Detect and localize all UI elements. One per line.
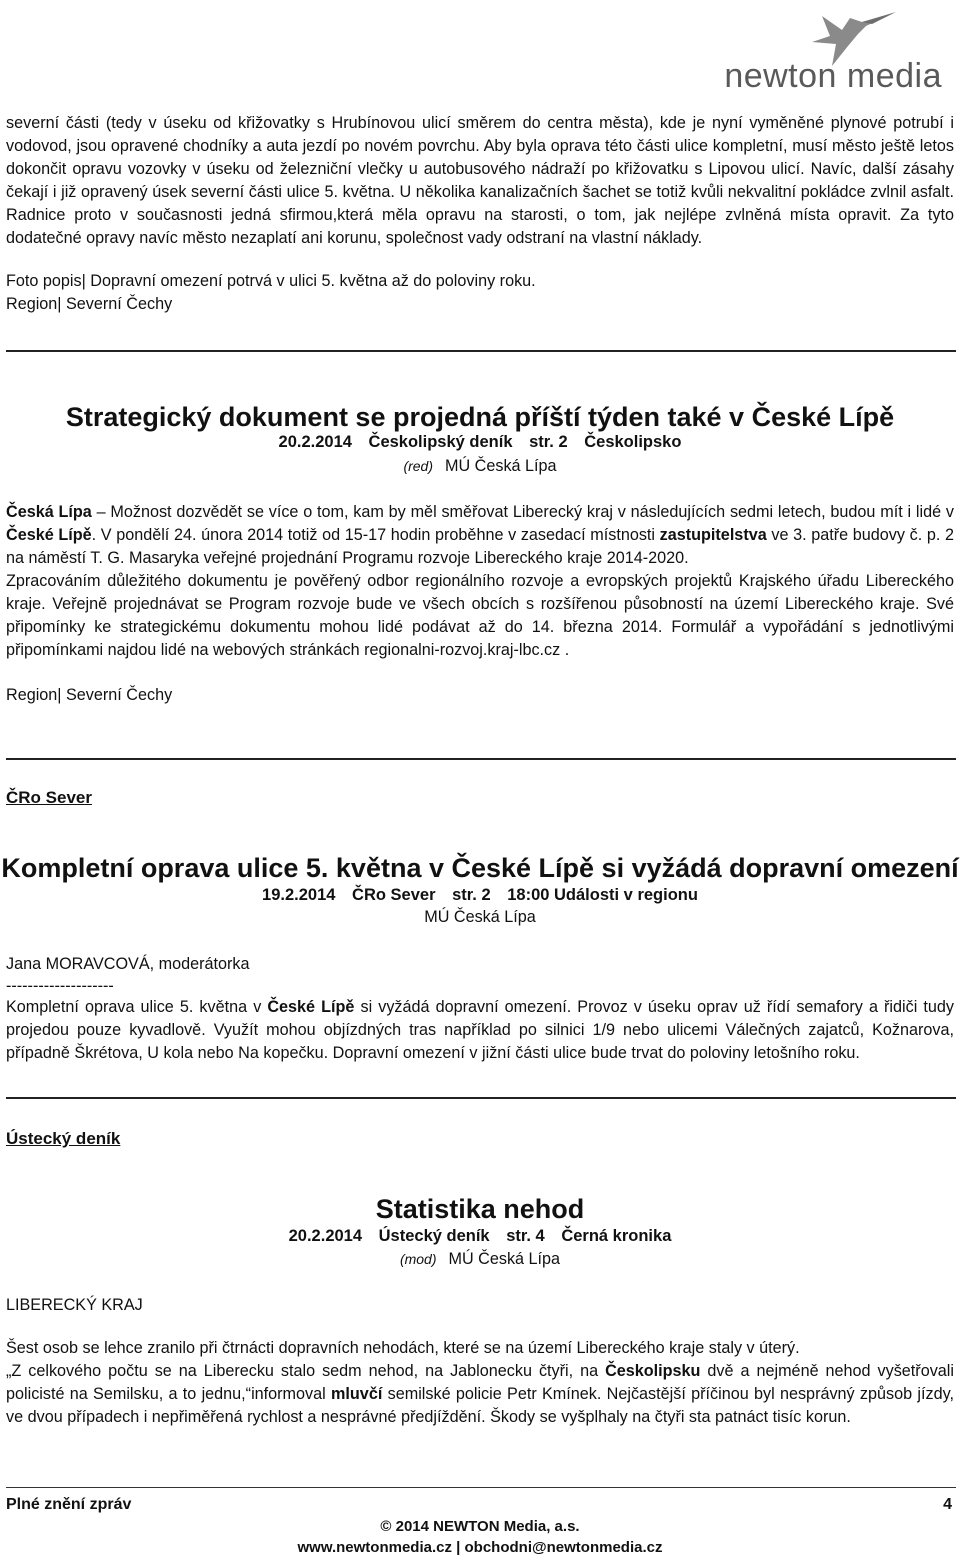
article1-source: Českolipský deník — [368, 433, 513, 451]
article3-page: str. 4 — [506, 1227, 545, 1245]
article3-text-e: semilské policie Petr Kmínek. Nejčastější příčinou byl nesprávný způsob jízdy, ve dvou případech i nepřiměřená rychlost a nesprávné předjíždění. Škody se vyšplhaly na čtyři sta patnáct tisíc korun. — [6, 1385, 954, 1426]
section-ustecky-denik: Ústecký deník — [6, 1129, 121, 1148]
divider — [6, 758, 956, 760]
article1-text-c: . V pondělí 24. února 2014 totiž od 15-17 hodin proběhne v zasedací místnosti — [91, 526, 660, 544]
article2-byline: Jana MORAVCOVÁ, moderátorka — [6, 955, 250, 973]
article1-page: str. 2 — [529, 433, 568, 451]
article1-date: 20.2.2014 — [278, 433, 352, 451]
footer-contacts: www.newtonmedia.cz | obchodni@newtonmedia.cz — [297, 1539, 663, 1556]
article3-meta2 — [0, 1250, 960, 1269]
article3-text-d: mluvčí — [331, 1385, 383, 1403]
article2-page: str. 2 — [452, 886, 491, 904]
article1-title: Strategický dokument se projedná příští týden také v České Lípě — [65, 402, 895, 432]
intro-block — [6, 112, 954, 316]
article2-text-c: si vyžádá dopravní omezení. Provoz v úseku oprav už řídí semafory a řidiči tudy projedou pouze kyvadlově. Využít mohou objízdných tras například po silnici 1/9 nebo ulicemi Válečných zajatců, Kožnarova, případně Škrétova, U kola nebo Na kopečku. Dopravní omezení v jižní části ulice bude trvat do poloviny letošního roku. — [6, 998, 954, 1062]
article2-section: 18:00 Události v regionu — [507, 886, 698, 904]
article3-section: Černá kronika — [561, 1227, 672, 1245]
article1-author: (red) — [403, 458, 433, 474]
article1-paragraph1 — [6, 501, 954, 570]
article3-author: (mod) — [399, 1251, 437, 1267]
newton-media-logo — [724, 8, 942, 98]
article1-region: Region| Severní Čechy — [6, 686, 173, 704]
article3-region-head: LIBERECKÝ KRAJ — [6, 1296, 143, 1314]
article1-text-a: – Možnost dozvědět se více o tom, kam by měl směřovat Liberecký kraj v následujících sedmi letech, budou mít i lidé v — [91, 503, 954, 521]
article3-tag: MÚ Česká Lípa — [448, 1250, 561, 1268]
article1-body — [6, 501, 954, 707]
article1-lead: Česká Lípa — [6, 503, 92, 521]
article1-meta — [0, 433, 960, 452]
intro-region: Region| Severní Čechy — [6, 295, 173, 313]
article3-body — [6, 1294, 954, 1429]
article2-meta — [0, 886, 960, 905]
article3-paragraph1: Šest osob se lehce zranilo při čtrnácti dopravních nehodách, které se na území Libereckého kraje staly v úterý. — [6, 1339, 800, 1357]
article3-text-b: Českolipsku — [605, 1362, 701, 1380]
article2-tag: MÚ Česká Lípa — [424, 908, 536, 926]
footer-divider — [6, 1487, 956, 1488]
article3-text-a: „Z celkového počtu se na Liberecku stalo sedm nehod, na Jablonecku čtyři, na — [6, 1362, 606, 1380]
article2-body — [6, 953, 954, 1065]
article1-paragraph2: Zpracováním důležitého dokumentu je pověřený odbor regionálního rozvoje a evropských projektů Krajského úřadu Libereckého kraje. Veřejně projednávat se Program rozvoje bude ve všech obcích s rozšířenou působností na území Libereckého kraje. Své připomínky ke strategickému dokumentu mohou lidé podávat až do 14. března 2014. Formulář a vypořádání s jednotlivými připomínkami najdou lidé na webových stránkách regionalni-rozvoj.kraj-lbc.cz . — [6, 572, 954, 659]
footer-label: Plné znění zpráv — [6, 1496, 132, 1513]
article3-title: Statistika nehod — [375, 1194, 585, 1224]
section-cro-sever: ČRo Sever — [6, 788, 92, 807]
article2-title: Kompletní oprava ulice 5. května v České Lípě si vyžádá dopravní omezení — [1, 853, 959, 883]
article2-text-b: České Lípě — [267, 998, 355, 1016]
footer-copyright: © 2014 NEWTON Media, a.s. — [380, 1518, 580, 1535]
article2-dashes: -------------------- — [6, 977, 114, 995]
intro-paragraph: severní části (tedy v úseku od křižovatky s Hrubínovou ulicí směrem do centra města), kde je nyní vyměněné plynové potrubí i vodovod, jsou opravené chodníky a auta jezdí po novém povrchu. Aby byla oprava této části ulice kompletní, musí město ještě letos dokončit opravu vozovky v úseku od železniční vlečky u autobusového nádraží po křižovatku s Lipovou ulicí. Navíc, další zásahy čekají i již opravený úsek severní části ulice 5. května. U několika kanalizačních šachet se totiž kvůli nekvalitní pokládce zvlnil asfalt. Radnice proto v současnosti jedná sfirmou,která měla opravu na starosti, o tom, jak nejlépe zvlněná místa opravit. Za tyto dodatečné opravy navíc město nezaplatí ani korunu, společnost vady odstraní na vlastní náklady. — [6, 114, 954, 247]
article2-date: 19.2.2014 — [262, 886, 336, 904]
footer-center — [0, 1516, 960, 1558]
article3-paragraph2 — [6, 1360, 954, 1429]
article2-source: ČRo Sever — [352, 886, 436, 904]
article1-text-b: České Lípě — [6, 526, 92, 544]
article1-text-d: zastupitelstva — [659, 526, 767, 544]
article1-text-e: ve 3. patře budovy č. p. 2 na náměstí T. G. Masaryka veřejné projednání Programu rozvoje Libereckého kraje 2014-2020. — [6, 526, 954, 567]
article2-text-a: Kompletní oprava ulice 5. května v — [6, 998, 268, 1016]
article3-source: Ústecký deník — [378, 1227, 490, 1245]
divider — [6, 1097, 956, 1099]
article1-section: Českolipsko — [584, 433, 682, 451]
divider — [6, 350, 956, 352]
article3-date: 20.2.2014 — [288, 1227, 363, 1245]
article1-tag: MÚ Česká Lípa — [445, 457, 557, 475]
page-number: 4 — [943, 1496, 952, 1513]
photo-caption: Foto popis| Dopravní omezení potrvá v ulici 5. května až do poloviny roku. — [6, 272, 536, 290]
article2-meta2 — [0, 908, 960, 927]
article2-paragraph — [6, 996, 954, 1065]
article3-meta — [0, 1227, 960, 1246]
article3-text-c: dvě a nejméně nehod vyšetřovali policisté na Semilsku, a to jednu,“informoval — [6, 1362, 954, 1403]
logo-text: newton media — [724, 57, 942, 95]
article1-meta2 — [0, 457, 960, 476]
